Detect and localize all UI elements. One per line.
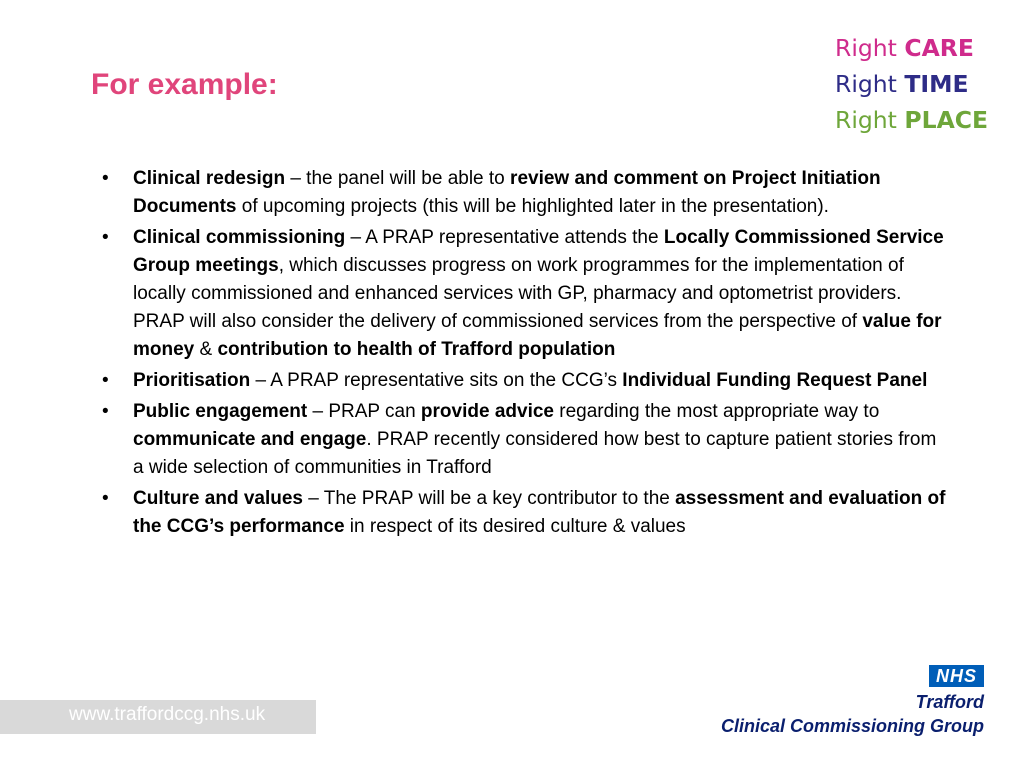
bullet-bold-text: Locally Commissioned Service Group meetings: [133, 227, 944, 276]
right-care-time-place-tagline: [835, 30, 988, 138]
bullet-list: [96, 165, 946, 544]
tagline-prefix: Right: [835, 106, 897, 134]
bullet-text: in respect of its desired culture & values: [344, 516, 686, 537]
bullet-text: – the panel will be able to: [285, 168, 511, 189]
bullet-text: of upcoming projects (this will be highlighted later in the presentation).: [236, 196, 829, 217]
org-name-trafford: Trafford: [915, 692, 984, 712]
footer-url-box: [0, 700, 316, 734]
bullet-dot: •: [102, 370, 109, 391]
bullet-text: &: [194, 339, 218, 360]
bullet-item: [96, 367, 946, 395]
bullet-text: – A PRAP representative sits on the CCG’s: [250, 370, 623, 391]
tagline-word-care: CARE: [904, 34, 974, 62]
footer-url[interactable]: www.traffordccg.nhs.uk: [69, 704, 266, 725]
bullet-dot: •: [102, 168, 109, 189]
bullet-bold-text: contribution to health of Trafford population: [217, 339, 616, 360]
bullet-bold-text: Clinical commissioning: [133, 227, 346, 248]
bullet-bold-text: Prioritisation: [133, 370, 251, 391]
tagline-care-line: [835, 30, 988, 66]
tagline-word-time: TIME: [904, 70, 969, 98]
bullet-dot: •: [102, 401, 109, 422]
bullet-item: [96, 398, 946, 482]
bullet-text: , which discusses progress on work programmes for the implementation of locally commissioned and enhanced services with GP, pharmacy and optometrist providers. PRAP will also consider the delivery of commissioned services from the perspective of: [133, 255, 904, 332]
slide-title: For example:: [91, 68, 278, 101]
tagline-time-line: [835, 66, 988, 102]
tagline-word-place: PLACE: [904, 106, 989, 134]
bullet-text: . PRAP recently considered how best to capture patient stories from a wide selection of communities in Trafford: [133, 429, 937, 478]
bullet-bold-text: assessment and evaluation of the CCG’s performance: [133, 488, 946, 537]
bullet-bold-text: communicate and engage: [133, 429, 367, 450]
bullet-item: [96, 485, 946, 541]
bullet-text: – A PRAP representative attends the: [345, 227, 664, 248]
bullet-text: – The PRAP will be a key contributor to the: [303, 488, 676, 509]
tagline-prefix: Right: [835, 34, 897, 62]
bullet-item: [96, 224, 946, 364]
bullet-bold-text: Public engagement: [133, 401, 308, 422]
org-name-block: [721, 690, 984, 738]
tagline-prefix: Right: [835, 70, 897, 98]
nhs-logo: NHS: [929, 665, 984, 687]
bullet-bold-text: provide advice: [420, 401, 554, 422]
bullet-bold-text: Culture and values: [133, 488, 303, 509]
bullet-bold-text: Clinical redesign: [133, 168, 286, 189]
org-name-ccg: Clinical Commissioning Group: [720, 716, 984, 736]
bullet-dot: •: [102, 488, 109, 509]
bullet-bold-text: value for money: [133, 311, 942, 360]
bullet-dot: •: [102, 227, 109, 248]
bullet-text: – PRAP can: [307, 401, 421, 422]
bullet-bold-text: Individual Funding Request Panel: [622, 370, 928, 391]
bullet-item: [96, 165, 946, 221]
tagline-place-line: [835, 102, 988, 138]
bullet-bold-text: review and comment on Project Initiation Documents: [133, 168, 881, 217]
bullet-text: regarding the most appropriate way to: [553, 401, 880, 422]
